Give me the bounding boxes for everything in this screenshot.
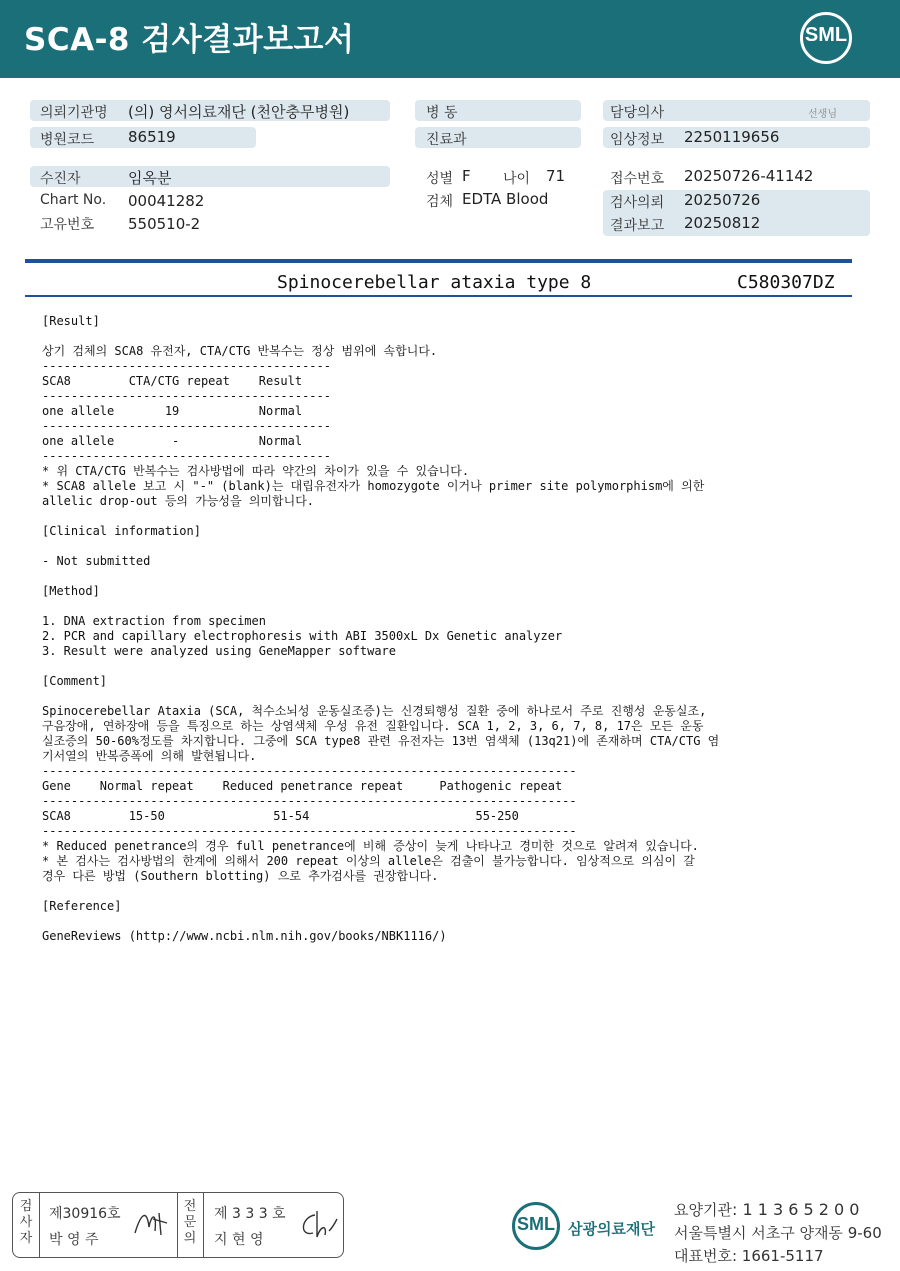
examiner-label: 검사자 [19, 1199, 33, 1246]
report-divider-line: ---------------------------------------- [42, 389, 331, 403]
patient-value: 임옥분 [128, 169, 172, 187]
report-line: * SCA8 allele 보고 시 "-" (blank)는 대립유전자가 homozygote 이거나 primer site polymorphism에 의한 [42, 479, 705, 493]
reception-label: 접수번호 [610, 171, 665, 187]
report-line: [Reference] [42, 899, 122, 913]
report-line [42, 329, 862, 344]
report-line: GeneReviews (http://www.ncbi.nlm.nih.gov/books/NBK1116/) [42, 929, 447, 943]
report-line: * 위 CTA/CTG 반복수는 검사방법에 따라 약간의 차이가 있을 수 있습니다. [42, 464, 470, 478]
patient-label: 수진자 [40, 171, 81, 187]
phone-row [674, 1245, 824, 1266]
report-line [42, 689, 862, 704]
clinical-value: 2250119656 [684, 128, 780, 146]
divider-thick [25, 259, 852, 263]
specialist-number: 제 3 3 3 호 [214, 1206, 286, 1222]
report-line: allelic drop-out 등의 가능성을 의미합니다. [42, 494, 315, 508]
sig-divider [39, 1193, 40, 1257]
facility-value: : 1 1 3 6 5 2 0 0 [731, 1200, 860, 1219]
specimen-label: 검체 [426, 194, 454, 210]
report-line [42, 914, 862, 929]
report-line: [Clinical information] [42, 524, 201, 538]
hospital-code-label: 병원코드 [40, 132, 95, 148]
report-line: SCA8 CTA/CTG repeat Result [42, 374, 303, 388]
report-line: * 본 검사는 검사방법의 한계에 의해서 200 repeat 이상의 allele은 검출이 불가능합니다. 임상적으로 의심이 갈 [42, 854, 695, 868]
report-line [42, 569, 862, 584]
report-line: one allele - Normal [42, 434, 303, 448]
facility-label: 요양기관 [674, 1201, 732, 1219]
sig-divider [177, 1193, 178, 1257]
report-line [42, 509, 862, 524]
report-line: 실조증의 50-60%정도를 차지합니다. 그중에 SCA type8 관련 유전자는 13번 염색체 (13q21)에 존재하며 CTA/CTG 염 [42, 734, 720, 748]
unique-label: 고유번호 [40, 217, 95, 233]
report-divider-line: -------------------------------------------------------------------------- [42, 764, 577, 778]
examiner-signature-icon [131, 1205, 171, 1241]
chart-value: 00041282 [128, 192, 205, 210]
report-line: 상기 검체의 SCA8 유전자, CTA/CTG 반복수는 정상 범위에 속합니다. [42, 344, 438, 358]
reception-value: 20250726-41142 [684, 167, 814, 185]
sig-divider [203, 1193, 204, 1257]
report-line: [Comment] [42, 674, 108, 688]
divider-thin [25, 295, 852, 297]
report-line: [Result] [42, 314, 100, 328]
report-line: - Not submitted [42, 554, 151, 568]
address: 서울특별시 서초구 양재동 9-60 [674, 1224, 882, 1242]
request-value: 20250726 [684, 191, 761, 209]
report-line: SCA8 15-50 51-54 55-250 [42, 809, 519, 823]
clinical-label: 임상정보 [610, 132, 665, 148]
report-divider-line: ---------------------------------------- [42, 419, 331, 433]
report-line: 구음장애, 연하장애 등을 특징으로 하는 상염색체 우성 유전 질환입니다. SCA 1, 2, 3, 6, 7, 8, 17은 모든 운동 [42, 719, 704, 733]
sex-value: F [462, 167, 471, 185]
signature-box [12, 1192, 344, 1258]
institution-value: (의) 영서의료재단 (천안충무병원) [128, 103, 350, 121]
patient-row-bg [30, 166, 390, 187]
foundation-logo-text: SML [517, 1214, 555, 1234]
report-line: one allele 19 Normal [42, 404, 303, 418]
foundation-name: 삼광의료재단 [568, 1220, 655, 1238]
report-line: Gene Normal repeat Reduced penetrance repeat Pathogenic repeat [42, 779, 563, 793]
facility-row [674, 1199, 859, 1220]
examiner-name: 박 영 주 [49, 1232, 99, 1248]
report-line: * Reduced penetrance의 경우 full penetrance에 비해 증상이 늦게 나타나고 경미한 것으로 알려져 있습니다. [42, 839, 699, 853]
report-line [42, 884, 862, 899]
sex-label: 성별 [426, 171, 454, 187]
doctor-label: 담당의사 [610, 105, 665, 121]
report-divider-line: ---------------------------------------- [42, 359, 331, 373]
chart-label: Chart No. [40, 192, 107, 208]
report-divider-line: ---------------------------------------- [42, 449, 331, 463]
unique-value: 550510-2 [128, 215, 201, 233]
result-date-label: 결과보고 [610, 218, 665, 234]
result-date-value: 20250812 [684, 214, 761, 232]
report-line: 경우 다른 방법 (Southern blotting) 으로 추가검사를 권장합니다. [42, 869, 439, 883]
specialist-label: 전문의 [183, 1199, 197, 1246]
report-line: 1. DNA extraction from specimen [42, 614, 266, 628]
report-divider-line: -------------------------------------------------------------------------- [42, 794, 577, 808]
phone-label: 대표번호 [674, 1247, 732, 1265]
institution-label: 의뢰기관명 [40, 105, 108, 121]
test-code: C580307DZ [737, 272, 835, 293]
report-line: 기서열의 반복증폭에 의해 발현됩니다. [42, 749, 257, 763]
report-title: SCA-8 검사결과보고서 [24, 22, 355, 58]
specialist-name: 지 현 영 [214, 1232, 264, 1248]
report-body [42, 314, 862, 944]
age-value: 71 [546, 167, 566, 185]
report-divider-line: -------------------------------------------------------------------------- [42, 824, 577, 838]
report-line: Spinocerebellar Ataxia (SCA, 척수소뇌성 운동실조증)는 신경퇴행성 질환 중에 하나로서 주로 진행성 운동실조, [42, 704, 707, 718]
examiner-number: 제30916호 [49, 1206, 121, 1222]
department-label: 진료과 [426, 132, 467, 148]
report-line: [Method] [42, 584, 100, 598]
report-line [42, 599, 862, 614]
age-label: 나이 [503, 171, 531, 187]
report-line [42, 659, 862, 674]
test-name: Spinocerebellar ataxia type 8 [277, 272, 592, 293]
ward-label: 병 동 [426, 105, 458, 121]
doctor-suffix: 선생님 [808, 109, 837, 120]
report-line [42, 539, 862, 554]
hospital-code-value: 86519 [128, 128, 176, 146]
specimen-value: EDTA Blood [462, 190, 549, 208]
specialist-signature-icon [295, 1207, 339, 1241]
phone-value: : 1661-5117 [731, 1247, 824, 1265]
sml-logo-text: SML [804, 24, 848, 46]
report-line: 2. PCR and capillary electrophoresis with ABI 3500xL Dx Genetic analyzer [42, 629, 563, 643]
report-line: 3. Result were analyzed using GeneMapper software [42, 644, 397, 658]
request-label: 검사의뢰 [610, 195, 665, 211]
